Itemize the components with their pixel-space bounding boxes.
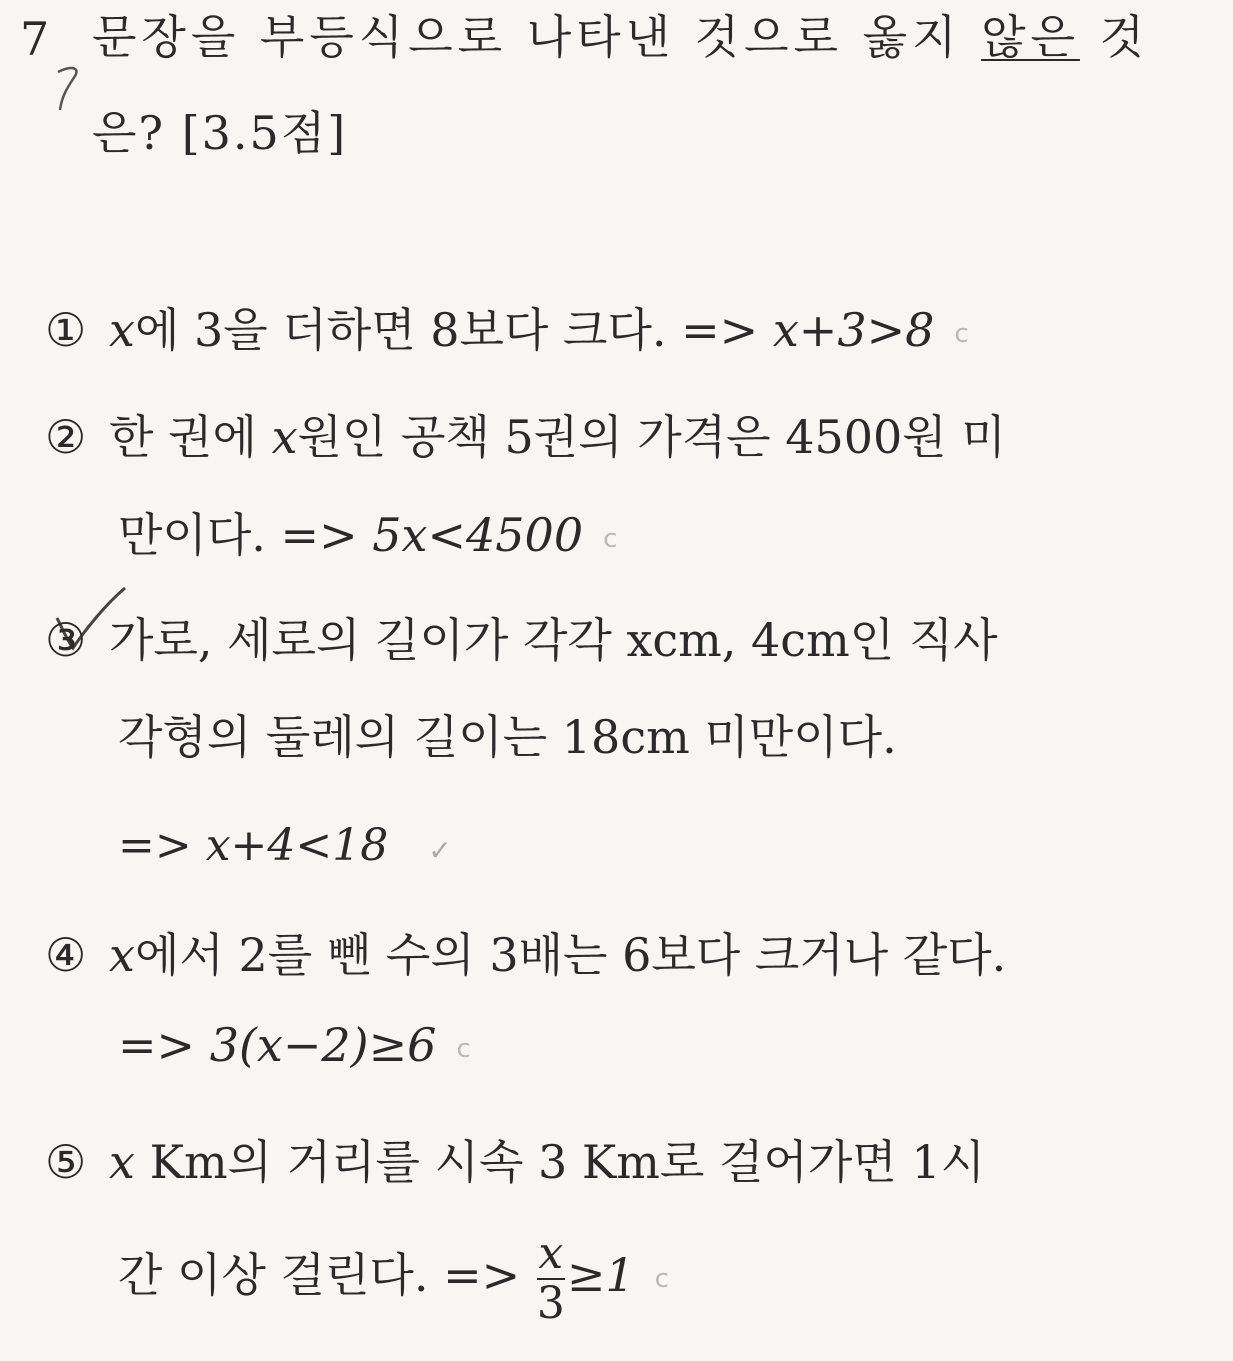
choice-number: ④ [45,928,87,982]
variable: x [271,410,298,464]
choice-text: 한 권에 [109,410,272,464]
choice-text: => [118,820,206,871]
choice-text: Km의 거리를 시속 3 Km로 걸어가면 1시 [134,1135,986,1189]
grading-mark: c [954,318,969,349]
stem-text-end: 것 [1079,10,1150,64]
choice-number: ③ [45,613,87,667]
choice-4-line2 [118,1020,471,1071]
question-number: 7 [20,12,50,66]
choice-4[interactable] [45,930,1006,981]
choice-number: ⑤ [45,1135,87,1189]
inequality: 3(x−2)≥6 [209,1018,437,1072]
question-stem-line1 [92,12,1149,63]
grading-mark: c [603,523,618,554]
choice-2[interactable] [45,412,1006,463]
choice-number: ② [45,410,87,464]
choice-text: 가로, 세로의 길이가 각각 xcm, 4cm인 직사 [109,613,998,667]
stem-text: 문장을 부등식으로 나타낸 것으로 옳지 [92,10,982,64]
choice-3-line3 [118,822,452,870]
inequality: 5x<4500 [372,508,584,562]
inequality-tail: ≥1 [566,1248,635,1302]
fraction-denominator: 3 [536,1278,565,1329]
choice-text: 에 3을 더하면 8보다 크다. => [134,303,773,357]
choice-2-line2 [118,510,617,561]
choice-number: ① [45,303,87,357]
choice-3-line2: 각형의 둘레의 길이는 18cm 미만이다. [118,710,897,764]
choice-text-cont: 원인 공책 5권의 가격은 4500원 미 [297,410,1006,464]
inequality: x+4<18 [205,820,389,871]
variable: x [109,928,135,982]
choice-text: 간 이상 걸린다. => [118,1248,535,1302]
choice-text: => [118,1018,210,1072]
choice-1[interactable] [45,305,969,356]
choice-3[interactable] [45,615,998,666]
variable: x [109,1135,135,1189]
inequality: x+3>8 [772,303,935,357]
choice-5-line2 [118,1228,669,1329]
stem-underlined: 않은 [981,10,1080,64]
choice-text: 에서 2를 뺀 수의 3배는 6보다 크거나 같다. [134,928,1007,982]
grading-mark: c [456,1033,471,1064]
check-icon: ✓ [428,834,452,867]
fraction-numerator: x [538,1228,564,1279]
fraction [536,1228,565,1329]
question-stem-line2: 은? [3.5점] [92,106,348,160]
variable: x [109,303,135,357]
choice-text: 만이다. => [118,508,373,562]
grading-mark: c [654,1263,669,1294]
choice-5[interactable] [45,1137,985,1188]
